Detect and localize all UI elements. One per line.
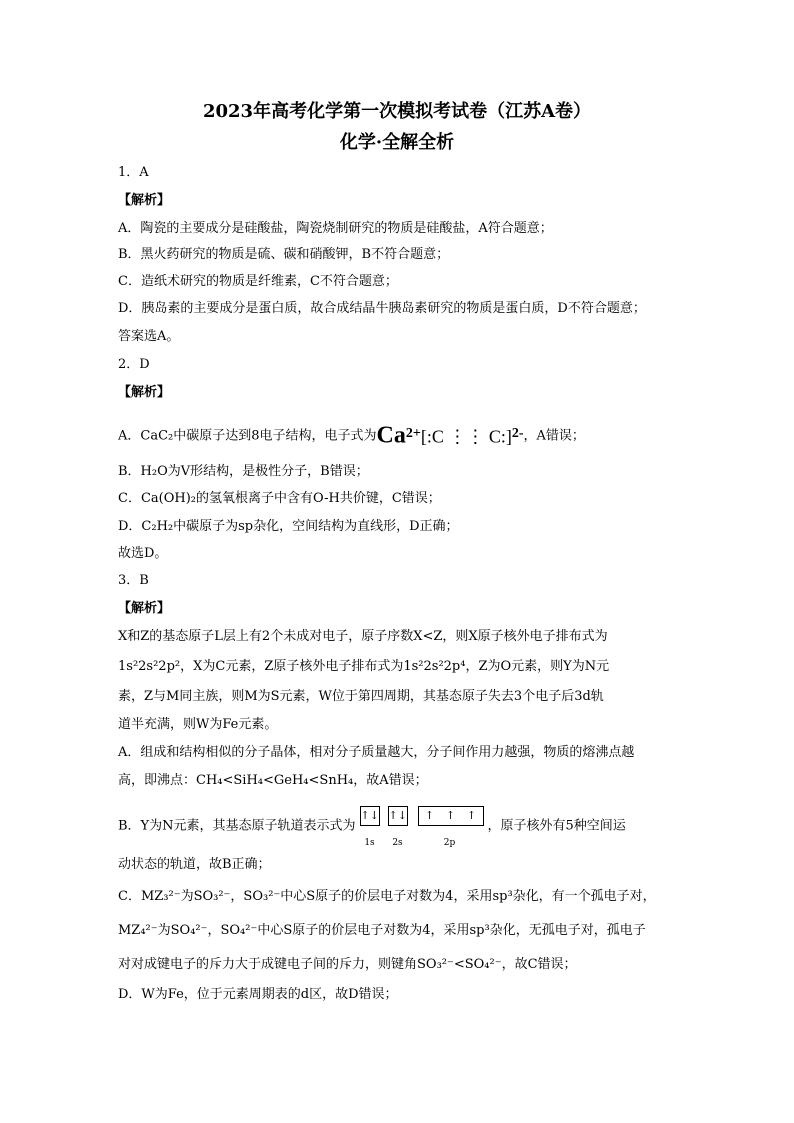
q2-analysis-tag: 【解析】	[118, 385, 171, 400]
q2-line-c: C．Ca(OH)₂的氢氧根离子中含有O-H共价键，C错误；	[118, 491, 441, 506]
cac2-electron-formula	[377, 414, 524, 458]
page-subtitle: 化学·全解全析	[339, 132, 455, 153]
orbital-2p-electron-2: ↑	[445, 809, 456, 822]
q2-line-a-suffix: ，A错误；	[523, 428, 585, 444]
q3-line-a-2: 高，即沸点：CH₄<SiH₄<GeH₄<SnH₄，故A错误；	[118, 773, 428, 788]
q2-line-b: B．H₂O为V形结构，是极性分子，B错误；	[118, 464, 369, 479]
formula-anion-charge: 2-	[511, 426, 524, 441]
orbital-1s-electrons: ↑↓	[360, 809, 379, 822]
q1-line-a: A．陶瓷的主要成分是硅酸盐，陶瓷烧制研究的物质是硅酸盐，A符合题意；	[118, 221, 553, 236]
q3-line-c-1: C．MZ₃²⁻为SO₃²⁻，SO₃²⁻中心S原子的价层电子对数为4，采用sp³杂化，有一个孤电子对，	[118, 889, 656, 904]
q3-line-b-2: 动状态的轨道，故B正确；	[118, 857, 271, 872]
q1-answer: 1．A	[118, 165, 149, 180]
q3-line-c-2: MZ₄²⁻为SO₄²⁻，SO₄²⁻中心S原子的价层电子对数为4，采用sp³杂化，无孤电子对，孤电子	[118, 923, 646, 938]
q1-line-d: D．胰岛素的主要成分是蛋白质，故合成结晶牛胰岛素研究的物质是蛋白质，D不符合题意；	[118, 301, 646, 316]
q1-line-c: C．造纸术研究的物质是纤维素，C不符合题意；	[118, 274, 398, 289]
q3-analysis-tag: 【解析】	[118, 601, 171, 616]
q2-line-a	[118, 414, 678, 454]
q3-line-c-3: 对对成键电子的斥力大于成键电子间的斥力，则键角SO₃²⁻<SO₄²⁻，故C错误；	[118, 957, 577, 972]
q3-line-d: D．W为Fe，位于元素周期表的d区，故D错误；	[118, 987, 398, 1002]
q1-line-b: B．黑火药研究的物质是硫、碳和硝酸钾，B不符合题意；	[118, 247, 450, 262]
formula-ca-charge: 2+	[405, 426, 421, 441]
orbital-label-2s: 2s	[392, 838, 403, 848]
orbital-2s-electrons: ↑↓	[388, 809, 407, 822]
orbital-label-1s: 1s	[364, 838, 375, 848]
q3-answer: 3．B	[118, 573, 149, 588]
q3-line-b-prefix: B．Y为N元素，其基态原子轨道表示式为	[118, 818, 356, 834]
orbital-2p-electron-1: ↑	[424, 809, 435, 822]
q2-answer: 2．D	[118, 357, 150, 372]
q3-line-b-suffix: ，原子核外有5种空间运	[487, 818, 626, 834]
orbital-label-2p: 2p	[443, 838, 456, 848]
q3-para-3: 素，Z与M同主族，则M为S元素，W位于第四周期，其基态原子失去3个电子后3d轨	[118, 689, 604, 704]
q3-para-2: 1s²2s²2p²，X为C元素，Z原子核外电子排布式为1s²2s²2p⁴，Z为O元素，则Y为N元	[118, 659, 610, 674]
q1-analysis-tag: 【解析】	[118, 193, 171, 208]
q3-line-b	[118, 806, 678, 846]
page-title: 2023年高考化学第一次模拟考试卷（江苏A卷）	[202, 101, 592, 122]
q2-conclusion: 故选D。	[118, 546, 168, 561]
formula-anion: [:C ⋮⋮ C:]	[420, 426, 512, 447]
q3-para-1: X和Z的基态原子L层上有2个未成对电子，原子序数X<Z，则X原子核外电子排布式为	[118, 629, 608, 644]
formula-ca: Ca	[376, 422, 406, 449]
q3-para-4: 道半充满，则W为Fe元素。	[118, 717, 278, 732]
orbital-2p-electron-3: ↑	[466, 809, 477, 822]
q1-conclusion: 答案选A。	[118, 329, 180, 344]
q2-line-d: D．C₂H₂中碳原子为sp杂化，空间结构为直线形，D正确；	[118, 519, 459, 534]
q2-line-a-prefix: A．CaC₂中碳原子达到8电子结构，电子式为	[118, 428, 377, 444]
q3-line-a-1: A．组成和结构相似的分子晶体，相对分子质量越大，分子间作用力越强，物质的熔沸点越	[118, 745, 635, 760]
nitrogen-orbital-diagram	[356, 806, 488, 846]
